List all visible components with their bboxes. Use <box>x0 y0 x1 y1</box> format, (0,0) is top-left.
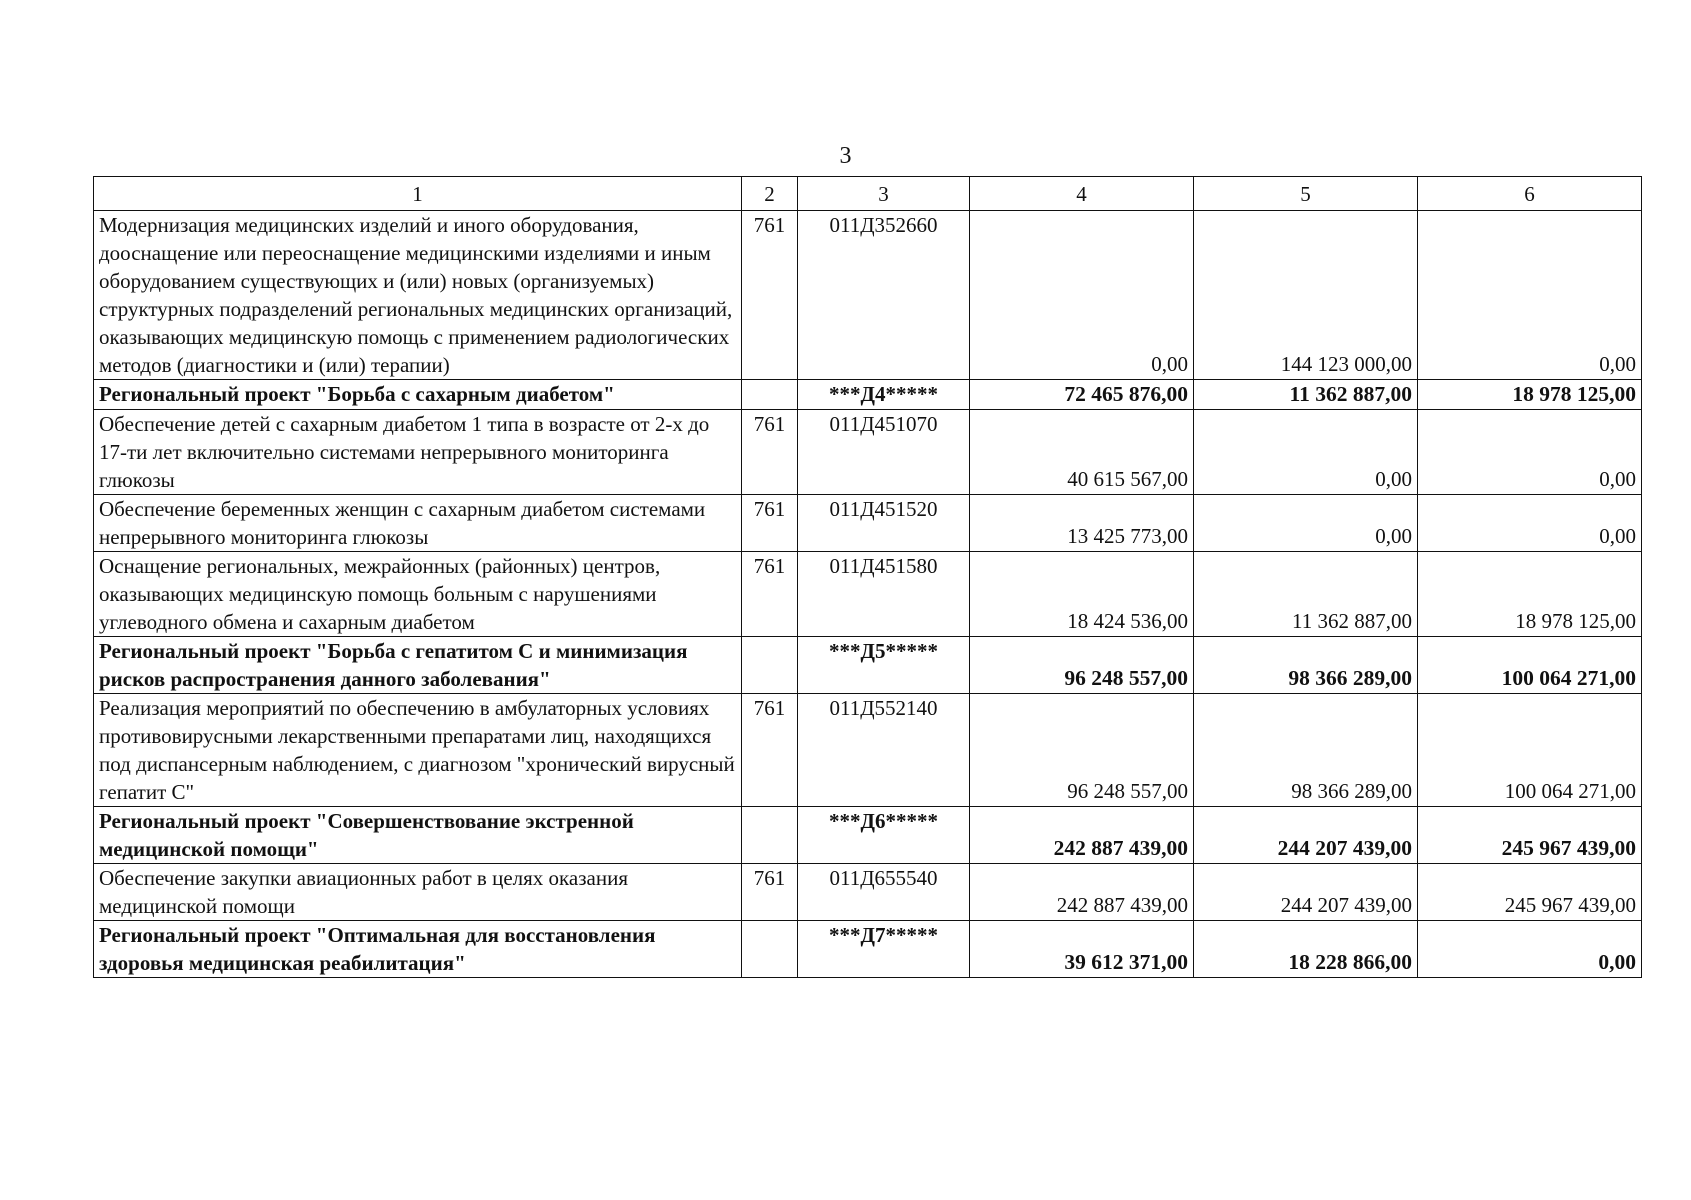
row-name-cell: Региональный проект "Борьба с гепатитом С и минимизация рисков распространения данного заболевания" <box>94 637 742 694</box>
row-value-col6: 0,00 <box>1418 495 1642 552</box>
row-kcsr-cell: ***Д6***** <box>798 807 970 864</box>
row-kcsr-cell: 011Д451520 <box>798 495 970 552</box>
row-value-col6: 0,00 <box>1418 921 1642 978</box>
table-row <box>94 211 1642 380</box>
row-code-cell: 761 <box>742 495 798 552</box>
row-name-cell: Региональный проект "Совершенствование экстренной медицинской помощи" <box>94 807 742 864</box>
row-code-cell <box>742 921 798 978</box>
table-row <box>94 864 1642 921</box>
row-value-col5: 98 366 289,00 <box>1194 637 1418 694</box>
row-name-cell: Реализация мероприятий по обеспечению в амбулаторных условиях противовирусными лекарственными препаратами лиц, находящихся под диспансерным наблюдением, с диагнозом "хронический вирусный гепатит С" <box>94 694 742 807</box>
header-cell: 5 <box>1194 177 1418 211</box>
header-cell: 3 <box>798 177 970 211</box>
table-row <box>94 410 1642 495</box>
row-code-cell: 761 <box>742 694 798 807</box>
row-value-col5: 244 207 439,00 <box>1194 864 1418 921</box>
row-name-cell: Оснащение региональных, межрайонных (районных) центров, оказывающих медицинскую помощь больным с нарушениями углеводного обмена и сахарным диабетом <box>94 552 742 637</box>
row-name-cell: Региональный проект "Оптимальная для восстановления здоровья медицинская реабилитация" <box>94 921 742 978</box>
header-cell: 4 <box>970 177 1194 211</box>
row-code-cell <box>742 807 798 864</box>
row-value-col6: 0,00 <box>1418 211 1642 380</box>
page-number: 3 <box>839 143 852 169</box>
row-value-col5: 11 362 887,00 <box>1194 552 1418 637</box>
row-kcsr-cell: 011Д352660 <box>798 211 970 380</box>
row-name-cell: Обеспечение беременных женщин с сахарным диабетом системами непрерывного мониторинга глюкозы <box>94 495 742 552</box>
row-code-cell: 761 <box>742 211 798 380</box>
row-value-col4: 13 425 773,00 <box>970 495 1194 552</box>
row-value-col6: 18 978 125,00 <box>1418 380 1642 410</box>
row-code-cell: 761 <box>742 410 798 495</box>
header-cell: 1 <box>94 177 742 211</box>
header-cell: 6 <box>1418 177 1642 211</box>
row-value-col5: 98 366 289,00 <box>1194 694 1418 807</box>
table-row <box>94 552 1642 637</box>
row-kcsr-cell: 011Д552140 <box>798 694 970 807</box>
row-value-col4: 242 887 439,00 <box>970 864 1194 921</box>
row-code-cell <box>742 380 798 410</box>
row-kcsr-cell: ***Д7***** <box>798 921 970 978</box>
row-value-col4: 18 424 536,00 <box>970 552 1194 637</box>
row-value-col5: 244 207 439,00 <box>1194 807 1418 864</box>
table-row-project <box>94 380 1642 410</box>
row-kcsr-cell: ***Д5***** <box>798 637 970 694</box>
table-header-row <box>94 177 1642 211</box>
table-row <box>94 495 1642 552</box>
row-kcsr-cell: 011Д655540 <box>798 864 970 921</box>
table-row-project <box>94 637 1642 694</box>
row-name-cell: Обеспечение детей с сахарным диабетом 1 типа в возрасте от 2-х до 17-ти лет включительно системами непрерывного мониторинга глюкозы <box>94 410 742 495</box>
row-value-col6: 18 978 125,00 <box>1418 552 1642 637</box>
row-code-cell: 761 <box>742 864 798 921</box>
row-value-col6: 245 967 439,00 <box>1418 864 1642 921</box>
row-value-col4: 0,00 <box>970 211 1194 380</box>
row-value-col5: 0,00 <box>1194 495 1418 552</box>
row-value-col5: 18 228 866,00 <box>1194 921 1418 978</box>
header-cell: 2 <box>742 177 798 211</box>
row-name-cell: Региональный проект "Борьба с сахарным диабетом" <box>94 380 742 410</box>
row-code-cell <box>742 637 798 694</box>
row-value-col6: 0,00 <box>1418 410 1642 495</box>
row-value-col4: 96 248 557,00 <box>970 694 1194 807</box>
row-value-col5: 11 362 887,00 <box>1194 380 1418 410</box>
row-value-col5: 0,00 <box>1194 410 1418 495</box>
row-name-cell: Обеспечение закупки авиационных работ в целях оказания медицинской помощи <box>94 864 742 921</box>
table-row <box>94 694 1642 807</box>
row-value-col5: 144 123 000,00 <box>1194 211 1418 380</box>
row-value-col4: 242 887 439,00 <box>970 807 1194 864</box>
row-value-col4: 40 615 567,00 <box>970 410 1194 495</box>
row-value-col4: 72 465 876,00 <box>970 380 1194 410</box>
table-body <box>94 177 1642 978</box>
table-row-project <box>94 807 1642 864</box>
row-kcsr-cell: ***Д4***** <box>798 380 970 410</box>
row-value-col6: 245 967 439,00 <box>1418 807 1642 864</box>
row-value-col4: 39 612 371,00 <box>970 921 1194 978</box>
table-row-project <box>94 921 1642 978</box>
row-kcsr-cell: 011Д451070 <box>798 410 970 495</box>
row-kcsr-cell: 011Д451580 <box>798 552 970 637</box>
row-value-col4: 96 248 557,00 <box>970 637 1194 694</box>
row-code-cell: 761 <box>742 552 798 637</box>
budget-table <box>93 176 1642 978</box>
row-value-col6: 100 064 271,00 <box>1418 637 1642 694</box>
row-name-cell: Модернизация медицинских изделий и иного оборудования, дооснащение или переоснащение медицинскими изделиями и иным оборудованием существующих и (или) новых (организуемых) структурных подразделений региональных медицинских организаций, оказывающих медицинскую помощь с применением радиологических методов (диагностики и (или) терапии) <box>94 211 742 380</box>
row-value-col6: 100 064 271,00 <box>1418 694 1642 807</box>
